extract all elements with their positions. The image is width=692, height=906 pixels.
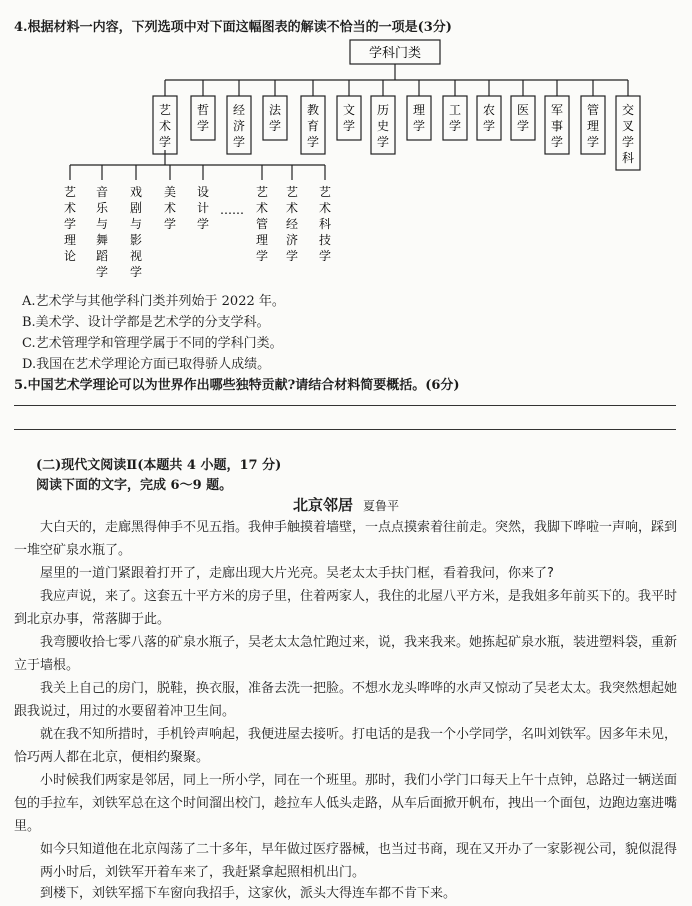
- sub-discipline-label: ……: [220, 203, 244, 217]
- option-d: D.我国在艺术学理论方面已取得骄人成绩。: [22, 357, 271, 372]
- category-label: 文学: [342, 103, 356, 133]
- article-author: 夏鲁平: [363, 499, 400, 513]
- paragraph: 我应声说，来了。这套五十平方米的房子里，住着两家人，我住的北屋八平方米，是我姐多年前买下的。我平时到北京办事，常落脚于此。: [14, 589, 678, 627]
- instruction: 阅读下面的文字，完成 6～9 题。: [36, 478, 233, 493]
- sub-discipline-label: 艺术科技学: [318, 185, 332, 263]
- category-label: 农学: [482, 103, 496, 133]
- paragraph: 屋里的一道门紧跟着打开了，走廊出现大片光亮。吴老太太手扶门框，看着我问，你来了?: [40, 566, 554, 581]
- category-label: 经济学: [232, 103, 246, 149]
- article-title-text: 北京邻居: [292, 496, 353, 514]
- question-5: 5.中国艺术学理论可以为世界作出哪些独特贡献?请结合材料简要概括。(6分): [14, 378, 460, 393]
- category-label: 工学: [448, 103, 462, 133]
- discipline-diagram: [0, 0, 692, 290]
- paragraph: 如今只知道他在北京闯荡了二十多年，早年做过医疗器械，也当过书商，现在又开办了一家影视公司，貌似混得: [40, 842, 678, 857]
- category-label: 法学: [268, 103, 282, 133]
- category-label: 教育学: [306, 103, 320, 149]
- option-b: B.美术学、设计学都是艺术学的分支学科。: [22, 315, 270, 330]
- answer-line-1: [14, 405, 676, 406]
- section-heading: (二)现代文阅读Ⅱ(本题共 4 小题，17 分): [36, 458, 282, 473]
- sub-discipline-label: 音乐与舞蹈学: [95, 185, 109, 279]
- category-label: 理学: [412, 103, 426, 133]
- sub-discipline-label: 设计学: [196, 185, 210, 231]
- paragraph: 到楼下，刘铁军摇下车窗向我招手，这家伙，派头大得连车都不肯下来。: [40, 886, 457, 901]
- sub-discipline-label: 艺术管理学: [255, 185, 269, 263]
- option-a: A.艺术学与其他学科门类并列始于 2022 年。: [22, 294, 285, 309]
- answer-line-2: [14, 429, 676, 430]
- question-4: 4.根据材料一内容，下列选项中对下面这幅图表的解读不恰当的一项是(3分): [14, 20, 452, 35]
- sub-discipline-label: 艺术经济学: [285, 185, 299, 263]
- paragraph: 大白天的，走廊黑得伸手不见五指。我伸手触摸着墙壁，一点点摸索着往前走。突然，我脚下哗啦一声响，踩到一堆空矿泉水瓶了。: [14, 520, 678, 558]
- paragraph: 就在我不知所措时，手机铃声响起，我便进屋去接听。打电话的是我一个小学同学，名叫刘铁军。因多年未见，恰巧两人都在北京，便相约聚聚。: [14, 727, 678, 765]
- paragraph: 我关上自己的房门，脱鞋，换衣服，准备去洗一把脸。不想水龙头哗哗的水声又惊动了吴老太太。我突然想起她跟我说过，用过的水要留着冲卫生间。: [14, 681, 678, 719]
- category-label: 军事学: [550, 103, 564, 149]
- category-label: 交叉学科: [621, 103, 635, 165]
- paragraph: 两小时后，刘铁军开着车来了，我赶紧拿起照相机出门。: [40, 865, 366, 880]
- option-c: C.艺术管理学和管理学属于不同的学科门类。: [22, 336, 283, 351]
- root-label: 学科门类: [368, 46, 422, 61]
- category-label: 历史学: [376, 103, 390, 149]
- paragraph: 小时候我们两家是邻居，同上一所小学，同在一个班里。那时，我们小学门口每天上午十点钟，总路过一辆送面包的手拉车，刘铁军总在这个时间溜出校门，趁拉车人低头走路，从车后面掀开帆布，拽出一个面包，边跑边塞进嘴里。: [14, 773, 678, 834]
- sub-discipline-label: 戏剧与影视学: [129, 185, 143, 279]
- category-label: 哲学: [196, 103, 210, 133]
- sub-discipline-label: 美术学: [163, 185, 177, 231]
- article-title: [0, 494, 692, 515]
- category-label: 管理学: [586, 103, 600, 149]
- paragraph: 我弯腰收拾七零八落的矿泉水瓶子，吴老太太急忙跑过来，说，我来我来。她拣起矿泉水瓶，装进塑料袋，重新立于墙根。: [14, 635, 678, 673]
- category-label: 艺术学: [158, 103, 172, 149]
- sub-discipline-label: 艺术学理论: [63, 185, 77, 263]
- category-label: 医学: [516, 103, 530, 133]
